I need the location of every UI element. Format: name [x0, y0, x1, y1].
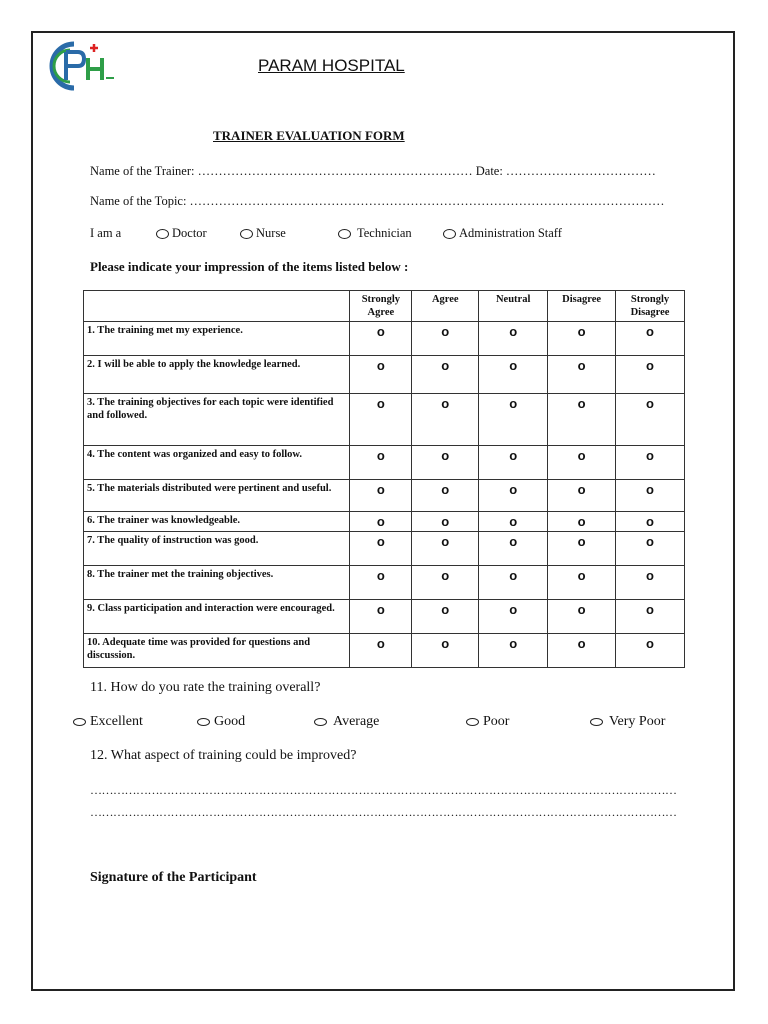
response-option[interactable]: o — [479, 600, 548, 634]
table-row — [84, 446, 685, 480]
table-row — [84, 394, 685, 446]
header-cell — [84, 291, 350, 322]
response-option[interactable]: o — [412, 512, 479, 532]
table-row — [84, 512, 685, 532]
hospital-name: PARAM HOSPITAL — [258, 56, 405, 75]
response-option[interactable]: o — [479, 394, 548, 446]
response-option[interactable]: o — [616, 600, 685, 634]
radio-icon — [314, 718, 327, 726]
table-row — [84, 634, 685, 668]
header-cell: Strongly Agree — [350, 291, 412, 322]
response-option[interactable]: o — [350, 512, 412, 532]
question-cell: 4. The content was organized and easy to follow. — [84, 446, 350, 480]
response-option[interactable]: o — [412, 356, 479, 394]
radio-icon — [156, 229, 169, 239]
response-option[interactable]: o — [616, 566, 685, 600]
response-option[interactable]: o — [479, 634, 548, 668]
response-option[interactable]: o — [412, 600, 479, 634]
response-option[interactable]: o — [412, 446, 479, 480]
response-option[interactable]: o — [548, 600, 616, 634]
role-option-doctor[interactable]: Doctor — [156, 226, 207, 241]
header-cell: Disagree — [548, 291, 616, 322]
trainer-date-field[interactable]: Name of the Trainer: ………………………………………………………… Date: ……………………………… — [90, 164, 656, 178]
radio-icon — [73, 718, 86, 726]
rating-option-poor[interactable]: Poor — [466, 714, 509, 730]
question-cell: 3. The training objectives for each topic were identified and followed. — [84, 394, 350, 446]
table-row — [84, 480, 685, 512]
response-option[interactable]: o — [548, 566, 616, 600]
question-cell: 7. The quality of instruction was good. — [84, 532, 350, 566]
hospital-logo — [44, 38, 116, 92]
response-option[interactable]: o — [616, 512, 685, 532]
header-cell: Agree — [412, 291, 479, 322]
response-option[interactable]: o — [616, 634, 685, 668]
response-option[interactable]: o — [412, 480, 479, 512]
question-cell: 6. The trainer was knowledgeable. — [84, 512, 350, 532]
table-row — [84, 322, 685, 356]
header-cell: Neutral — [479, 291, 548, 322]
response-option[interactable]: o — [616, 356, 685, 394]
table-header-row — [84, 291, 685, 322]
q12-question: 12. What aspect of training could be improved? — [90, 748, 357, 763]
question-cell: 8. The trainer met the training objectives. — [84, 566, 350, 600]
rating-option-excellent[interactable]: Excellent — [73, 714, 143, 730]
response-option[interactable]: o — [350, 480, 412, 512]
radio-icon — [197, 718, 210, 726]
response-option[interactable]: o — [548, 356, 616, 394]
table-row — [84, 566, 685, 600]
question-cell: 2. I will be able to apply the knowledge learned. — [84, 356, 350, 394]
response-option[interactable]: o — [616, 446, 685, 480]
question-cell: 1. The training met my experience. — [84, 322, 350, 356]
radio-icon — [590, 718, 603, 726]
response-option[interactable]: o — [350, 394, 412, 446]
response-option[interactable]: o — [479, 322, 548, 356]
response-option[interactable]: o — [479, 356, 548, 394]
role-option-administration[interactable]: Administration Staff — [443, 226, 562, 241]
role-option-nurse[interactable]: Nurse — [240, 226, 286, 241]
response-option[interactable]: o — [616, 480, 685, 512]
table-row — [84, 532, 685, 566]
role-prefix: I am a — [90, 226, 122, 240]
q12-answer-line-2[interactable]: ……………………………………………………………………………………………………………………………………… — [90, 805, 677, 819]
response-option[interactable]: o — [350, 322, 412, 356]
response-option[interactable]: o — [350, 566, 412, 600]
rating-option-average[interactable]: Average — [314, 714, 379, 730]
response-option[interactable]: o — [479, 532, 548, 566]
response-option[interactable]: o — [350, 532, 412, 566]
role-option-technician[interactable]: Technician — [338, 226, 412, 241]
response-option[interactable]: o — [548, 634, 616, 668]
radio-icon — [443, 229, 456, 239]
response-option[interactable]: o — [412, 566, 479, 600]
header-cell: Strongly Disagree — [616, 291, 685, 322]
radio-icon — [466, 718, 479, 726]
response-option[interactable]: o — [548, 512, 616, 532]
response-option[interactable]: o — [479, 480, 548, 512]
response-option[interactable]: o — [412, 634, 479, 668]
instruction-text: Please indicate your impression of the items listed below : — [90, 259, 409, 274]
response-option[interactable]: o — [548, 480, 616, 512]
response-option[interactable]: o — [548, 322, 616, 356]
response-option[interactable]: o — [350, 634, 412, 668]
response-option[interactable]: o — [412, 394, 479, 446]
response-option[interactable]: o — [412, 322, 479, 356]
signature-label: Signature of the Participant — [90, 870, 257, 885]
question-cell: 5. The materials distributed were pertinent and useful. — [84, 480, 350, 512]
q12-answer-line-1[interactable]: ……………………………………………………………………………………………………………………………………… — [90, 783, 677, 797]
q11-question: 11. How do you rate the training overall? — [90, 680, 321, 695]
response-option[interactable]: o — [548, 394, 616, 446]
table-row — [84, 356, 685, 394]
response-option[interactable]: o — [479, 446, 548, 480]
rating-option-good[interactable]: Good — [197, 714, 245, 730]
response-option[interactable]: o — [548, 446, 616, 480]
response-option[interactable]: o — [616, 322, 685, 356]
evaluation-table — [83, 290, 685, 668]
response-option[interactable]: o — [350, 356, 412, 394]
question-cell: 9. Class participation and interaction were encouraged. — [84, 600, 350, 634]
response-option[interactable]: o — [350, 600, 412, 634]
response-option[interactable]: o — [616, 394, 685, 446]
response-option[interactable]: o — [548, 532, 616, 566]
question-cell: 10. Adequate time was provided for questions and discussion. — [84, 634, 350, 668]
response-option[interactable]: o — [479, 512, 548, 532]
response-option[interactable]: o — [616, 532, 685, 566]
radio-icon — [338, 229, 351, 239]
radio-icon — [240, 229, 253, 239]
table-row — [84, 600, 685, 634]
rating-option-very-poor[interactable]: Very Poor — [590, 714, 665, 730]
form-title: TRAINER EVALUATION FORM — [213, 128, 405, 143]
response-option[interactable]: o — [412, 532, 479, 566]
response-option[interactable]: o — [479, 566, 548, 600]
response-option[interactable]: o — [350, 446, 412, 480]
topic-field[interactable]: Name of the Topic: …………………………………………………………………………………………………… — [90, 194, 665, 208]
